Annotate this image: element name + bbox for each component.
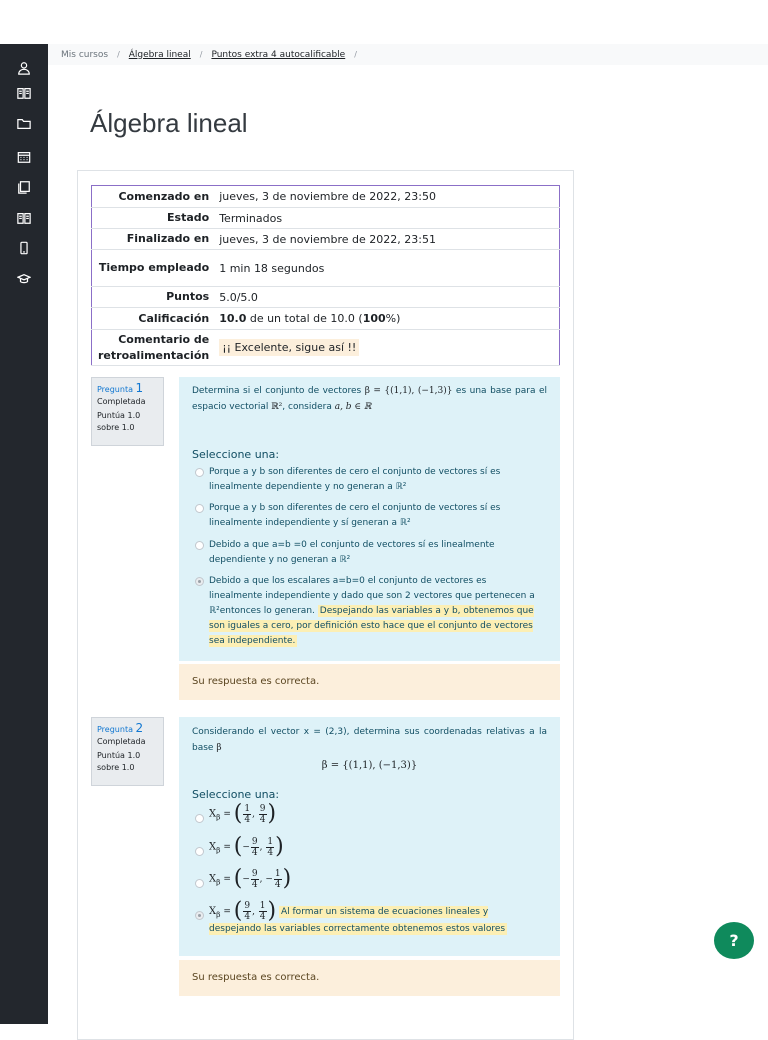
option-sign: −	[265, 874, 273, 885]
radio-button-checked[interactable]	[195, 911, 204, 920]
question-text	[192, 724, 547, 756]
attempt-summary-table	[91, 185, 560, 366]
grade-percent: 100	[362, 312, 386, 325]
summary-key: Tiempo empleado	[92, 250, 214, 287]
answer-option-text: $X_\beta$ = ( $\frac{1}{4}$ , $\frac{9}{4}$ )	[209, 801, 277, 826]
grade-value	[213, 308, 559, 330]
numerator: 9	[251, 868, 258, 879]
fraction	[259, 804, 267, 825]
summary-value: 5.0/5.0	[213, 287, 559, 308]
question-number: 1	[135, 381, 144, 395]
answer-text: Debido a que los escalares a=b=0 el conjunto de vectores es linealmente independiente y dado que son 2 vectores que pertenecen a ℝ²entonces lo generan.	[209, 576, 535, 616]
page-title: Álgebra lineal	[90, 108, 248, 138]
fraction	[243, 804, 251, 825]
mobile-icon[interactable]	[14, 238, 34, 258]
summary-value: Terminados	[213, 208, 559, 229]
question-panel-2	[179, 717, 560, 956]
graduation-cap-icon[interactable]	[14, 269, 34, 289]
answer-option[interactable]	[195, 465, 535, 495]
select-one-label: Seleccione una:	[192, 448, 280, 461]
summary-key: Comentario de retroalimentación	[92, 330, 214, 366]
answer-option[interactable]	[195, 868, 535, 890]
radio-button[interactable]	[195, 847, 204, 856]
paren: )	[267, 801, 277, 826]
breadcrumb-separator: /	[199, 50, 203, 59]
radio-button[interactable]	[195, 468, 204, 477]
option-sign: −	[242, 842, 250, 853]
answer-option-text: Porque a y b son diferentes de cero el conjunto de vectores sí es linealmente dependiente y no generan a ℝ²	[209, 467, 501, 492]
radio-button[interactable]	[195, 541, 204, 550]
files-icon[interactable]	[14, 177, 34, 197]
fraction	[251, 837, 259, 858]
summary-value: jueves, 3 de noviembre de 2022, 23:51	[213, 229, 559, 250]
option-sub: β	[216, 877, 221, 887]
summary-key: Puntos	[92, 287, 214, 308]
question-text-part: , considera	[282, 402, 335, 412]
paren: )	[282, 866, 292, 891]
answer-option-text: Porque a y b son diferentes de cero el conjunto de vectores sí es linealmente independiente y sí generan a ℝ²	[209, 503, 501, 528]
grade-total: de un total de 10.0 (	[246, 312, 363, 325]
breadcrumb	[48, 44, 768, 65]
paren: (	[233, 834, 243, 859]
question-math: ℝ²	[271, 402, 283, 412]
radio-button[interactable]	[195, 504, 204, 513]
denominator: 4	[259, 911, 266, 922]
outcome-feedback-1: Su respuesta es correcta.	[179, 664, 560, 700]
denominator: 4	[274, 879, 281, 890]
option-sign: −	[242, 874, 250, 885]
answer-option[interactable]	[195, 538, 535, 568]
summary-key: Comenzado en	[92, 186, 214, 208]
question-math-display: β = {(1,1), (−1,3)}	[321, 760, 418, 771]
question-math: β	[216, 743, 222, 753]
option-sub: β	[216, 909, 221, 919]
help-button[interactable]: ?	[714, 922, 754, 959]
answer-option[interactable]	[195, 803, 535, 825]
denominator: 4	[244, 911, 251, 922]
numerator: 1	[244, 803, 251, 814]
folder-icon[interactable]	[14, 114, 34, 134]
answer-option[interactable]	[195, 501, 535, 531]
answer-option-text: $X_\beta$ = ( $\frac{9}{4}$ , $\frac{1}{4}$ ) Al formar un sistema de ecuaciones lineales y despejando las variables correctamente obtenemos estos valores	[209, 898, 506, 934]
breadcrumb-item-quiz[interactable]: Puntos extra 4 autocalificable	[211, 49, 346, 60]
numerator: 9	[244, 900, 251, 911]
outcome-feedback-2: Su respuesta es correcta.	[179, 960, 560, 996]
feedback-chip: ¡¡ Excelente, sigue así !!	[219, 339, 359, 356]
summary-row	[92, 287, 560, 308]
feedback-value	[213, 330, 559, 366]
paren: (	[233, 801, 243, 826]
answer-option-selected[interactable]	[195, 900, 535, 937]
fraction	[274, 869, 282, 890]
question-number: 2	[135, 721, 144, 735]
denominator: 4	[251, 847, 258, 858]
question-heading	[97, 722, 158, 736]
specific-feedback: Al formar un sistema de ecuaciones lineales y despejando las variables correctamente obtenemos estos valores	[209, 906, 506, 934]
question-text-part: Determina si el conjunto de vectores	[192, 386, 365, 396]
question-math: β = {(1,1), (−1,3)}	[364, 386, 453, 396]
question-panel-1	[179, 377, 560, 661]
option-var: X	[209, 808, 217, 820]
option-var: X	[209, 905, 217, 917]
calendar-icon[interactable]	[14, 147, 34, 167]
option-var: X	[209, 873, 217, 885]
summary-row	[92, 308, 560, 330]
radio-button[interactable]	[195, 879, 204, 888]
numerator: 1	[259, 900, 266, 911]
question-score: Puntúa 1.0 sobre 1.0	[97, 411, 141, 432]
option-sub: β	[216, 812, 221, 822]
denominator: 4	[259, 814, 266, 825]
breadcrumb-separator: /	[117, 50, 120, 59]
paren: )	[275, 834, 284, 859]
summary-value: jueves, 3 de noviembre de 2022, 23:50	[213, 186, 559, 208]
answer-option-text: $X_\beta$ = (− $\frac{9}{4}$ , $\frac{1}{4}$ )	[209, 834, 284, 859]
radio-button-checked[interactable]	[195, 577, 204, 586]
numerator: 9	[251, 836, 258, 847]
summary-row	[92, 229, 560, 250]
question-state: Completada	[97, 397, 146, 406]
summary-key: Estado	[92, 208, 214, 229]
fraction	[251, 869, 259, 890]
option-sub: β	[216, 845, 221, 855]
question-label: Pregunta	[97, 725, 133, 734]
question-score: Puntúa 1.0 sobre 1.0	[97, 751, 141, 772]
question-text-part: Considerando el vector x = (2,3), determina sus coordenadas relativas a la base	[192, 727, 547, 753]
grade-number: 10.0	[219, 312, 247, 325]
answer-option-selected[interactable]	[195, 574, 535, 649]
summary-key: Calificación	[92, 308, 214, 330]
fraction	[259, 901, 267, 922]
question-text	[192, 383, 547, 415]
paren: )	[267, 898, 277, 923]
book-icon[interactable]	[14, 208, 34, 228]
answer-option-text: Debido a que a=b =0 el conjunto de vectores sí es linealmente dependiente y no generan a ℝ²	[209, 540, 495, 565]
fraction	[266, 837, 274, 858]
breadcrumb-item-mis-cursos[interactable]: Mis cursos	[61, 49, 109, 60]
summary-key: Finalizado en	[92, 229, 214, 250]
question-state: Completada	[97, 737, 146, 746]
breadcrumb-item-course[interactable]: Álgebra lineal	[128, 49, 191, 60]
grade-suffix: %)	[385, 312, 401, 325]
answer-option-text: $X_\beta$ = (− $\frac{9}{4}$ , − $\frac{1}{4}$ )	[209, 866, 292, 891]
question-heading	[97, 382, 158, 396]
numerator: 9	[259, 803, 266, 814]
question-info-2	[91, 717, 164, 786]
select-one-label: Seleccione una:	[192, 788, 280, 801]
paren: (	[233, 898, 243, 923]
summary-row	[92, 250, 560, 287]
fraction	[243, 901, 251, 922]
question-info-1	[91, 377, 164, 446]
user-icon[interactable]	[14, 58, 34, 78]
summary-row	[92, 330, 560, 366]
option-var: X	[209, 841, 217, 853]
paren: (	[233, 866, 243, 891]
summary-row	[92, 186, 560, 208]
numerator: 1	[267, 836, 274, 847]
radio-button[interactable]	[195, 814, 204, 823]
answer-option-text	[209, 574, 535, 649]
breadcrumb-separator: /	[354, 50, 357, 59]
numerator: 1	[274, 868, 281, 879]
left-sidebar	[0, 44, 48, 1024]
answer-option[interactable]	[195, 836, 535, 858]
denominator: 4	[267, 847, 274, 858]
question-math: a, b ∈ ℝ	[334, 402, 372, 412]
question-label: Pregunta	[97, 385, 133, 394]
book-icon[interactable]	[14, 83, 34, 103]
summary-row	[92, 208, 560, 229]
specific-feedback: Despejando las variables a y b, obtenemos que son iguales a cero, por definición esto hace que el conjunto de vectores sea independiente.	[209, 606, 534, 646]
summary-value: 1 min 18 segundos	[213, 250, 559, 287]
question-text-part: es una base para el espacio vectorial	[192, 386, 547, 412]
denominator: 4	[251, 879, 258, 890]
denominator: 4	[244, 814, 251, 825]
